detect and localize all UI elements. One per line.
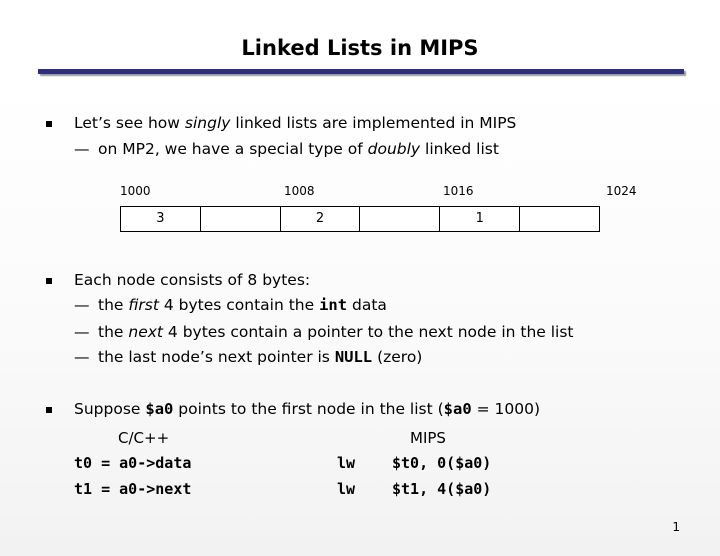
title-underline-bar <box>38 69 684 74</box>
sub-bullet-text: the <box>98 323 129 341</box>
sub-bullet-text: on MP2, we have a special type of <box>98 140 368 158</box>
memory-cell: 3 <box>121 207 201 231</box>
sub-bullet-text: 4 bytes contain a pointer to the next node in the list <box>163 323 574 341</box>
address-label: 1000 <box>120 184 151 198</box>
memory-cell: 2 <box>281 207 361 231</box>
sub-bullet-text: the <box>98 296 129 314</box>
code-text: int <box>319 296 348 314</box>
emphasis-text: next <box>128 323 163 341</box>
code-text: $a0 <box>145 400 174 418</box>
c-column-header: C/C++ <box>118 429 170 447</box>
dash-marker: — <box>74 140 90 158</box>
mips-column-header: MIPS <box>410 429 446 447</box>
bullet-marker <box>46 407 52 413</box>
sub-bullet-doubly-linked <box>74 140 499 158</box>
memory-cell <box>201 207 281 231</box>
memory-cell: 1 <box>440 207 520 231</box>
mips-opcode: lw <box>337 480 356 498</box>
code-text: $a0 <box>443 400 472 418</box>
dash-marker: — <box>74 296 90 314</box>
c-code-line: t1 = a0->next <box>74 480 192 498</box>
bullet-text: Suppose <box>74 400 146 418</box>
code-text: NULL <box>334 348 373 366</box>
address-label: 1016 <box>443 184 474 198</box>
sub-bullet-null-pointer <box>74 348 422 366</box>
emphasis-text: first <box>128 296 159 314</box>
sub-bullet-next-bytes <box>74 323 574 341</box>
dash-marker: — <box>74 323 90 341</box>
address-label: 1008 <box>284 184 315 198</box>
bullet-text: = 1000) <box>471 400 541 418</box>
emphasis-text: doubly <box>367 140 421 158</box>
mips-operands: $t1, 4($a0) <box>392 480 492 498</box>
bullet-marker <box>46 121 52 127</box>
mips-opcode: lw <box>337 454 356 472</box>
sub-bullet-text: (zero) <box>372 348 423 366</box>
bullet-text: points to the first node in the list ( <box>173 400 444 418</box>
memory-cell <box>360 207 440 231</box>
sub-bullet-first-bytes <box>74 296 387 314</box>
sub-bullet-text: the last node’s next pointer is <box>98 348 335 366</box>
c-code-line: t0 = a0->data <box>74 454 192 472</box>
slide-title: Linked Lists in MIPS <box>241 36 479 60</box>
bullet-suppose-a0 <box>74 400 540 418</box>
memory-cell <box>520 207 599 231</box>
sub-bullet-text: data <box>347 296 387 314</box>
sub-bullet-text: linked list <box>420 140 499 158</box>
bullet-node-bytes: Each node consists of 8 bytes: <box>74 271 311 289</box>
bullet-text: Let’s see how <box>74 114 185 132</box>
dash-marker: — <box>74 348 90 366</box>
bullet-text: linked lists are implemented in MIPS <box>230 114 517 132</box>
address-label: 1024 <box>606 184 637 198</box>
memory-diagram <box>120 206 600 232</box>
page-number: 1 <box>672 520 680 534</box>
sub-bullet-text: 4 bytes contain the <box>158 296 320 314</box>
bullet-marker <box>46 278 52 284</box>
mips-operands: $t0, 0($a0) <box>392 454 492 472</box>
emphasis-text: singly <box>184 114 231 132</box>
bullet-singly-linked-lists <box>74 114 516 132</box>
